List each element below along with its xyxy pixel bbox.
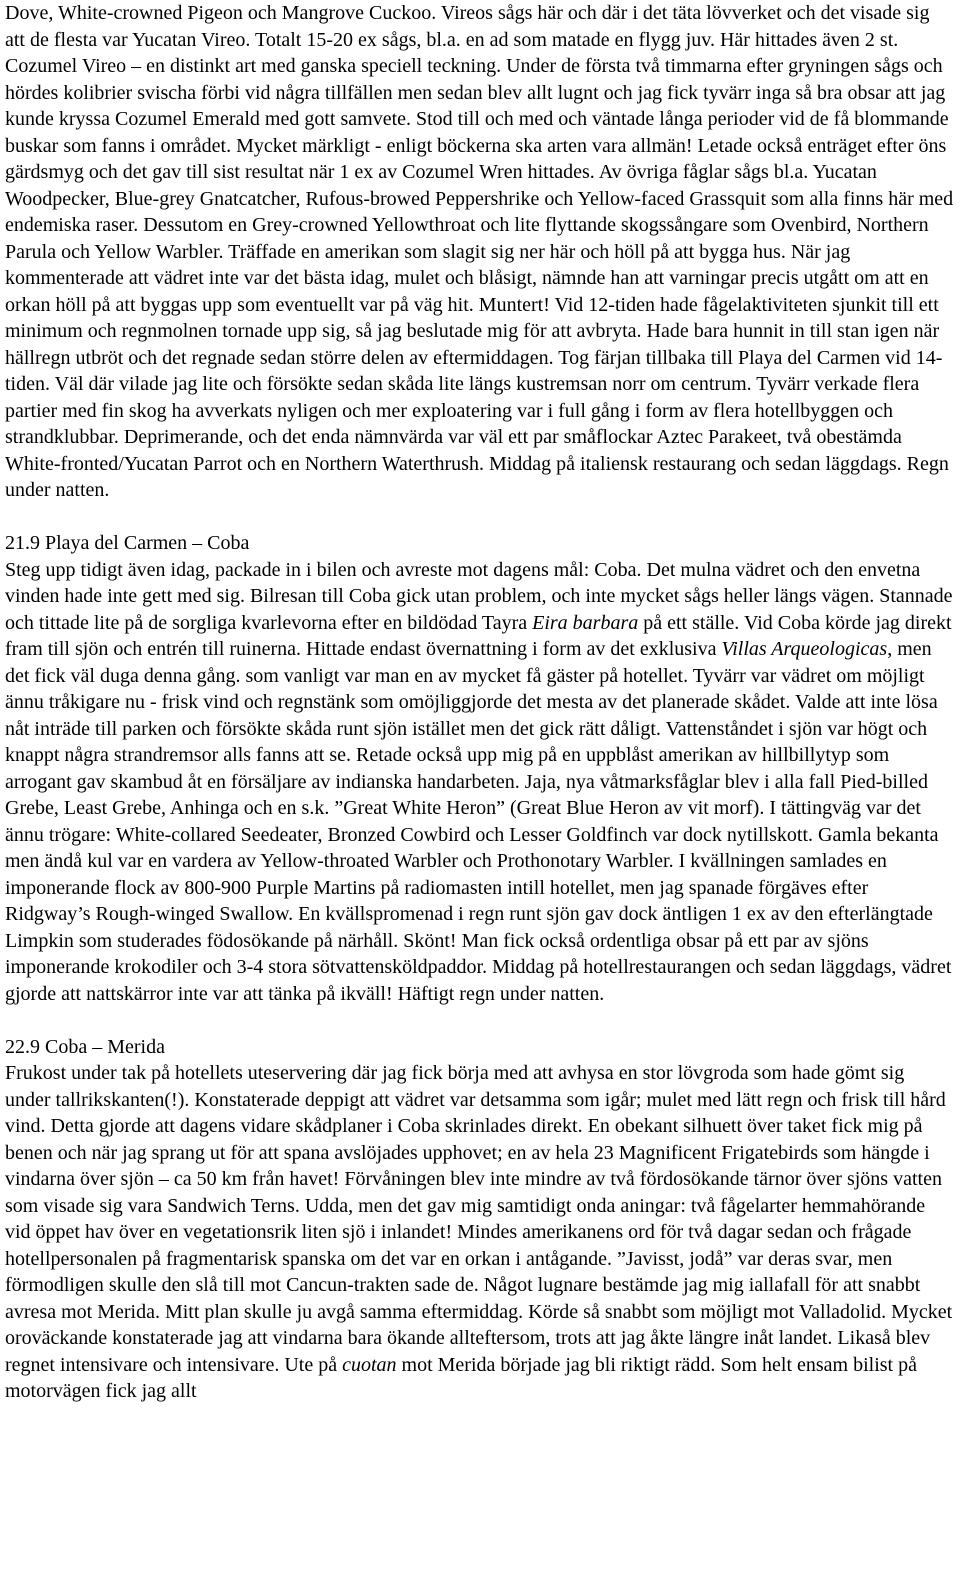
italic-text-segment: Villas Arqueologicas bbox=[721, 638, 888, 660]
text-segment: Steg upp tidigt även idag, packade in i bilen och avreste mot dagens mål: Coba. Det mulna vädret och den envetna vinden hade inte gett med sig. Bilresan till Coba gick utan problem, och inte mycket sågs heller längs vägen. Stannade och tittade lite på de sorgliga kvarlevorna efter en bildödad Tayra bbox=[5, 558, 953, 634]
text-segment: Dove, White-crowned Pigeon och Mangrove Cuckoo. Vireos sågs här och där i det täta lövverket och det visade sig att de flesta var Yucatan Vireo. Totalt 15-20 ex sågs, bl.a. en ad som matade en flygg juv. Här hittades även 2 st. Cozumel Vireo – en distinkt art med ganska speciell teckning. Under de första två timmarna efter gryningen sågs och hördes kolibrier svischa förbi vid några tillfällen men sedan blev allt lugnt och jag fick tyvärr inga så bra obsar att jag kunde kryssa Cozumel Emerald med gott samvete. Stod till och med och väntade långa perioder vid de få blommande buskar som fanns i området. Mycket märkligt - enligt böckerna ska arten vara allmän! Letade också enträget efter öns gärdsmyg och det gav till sist resultat när 1 ex av Cozumel Wren hittades. Av övriga fåglar sågs bl.a. Yucatan Woodpecker, Blue-grey Gnatcatcher, Rufous-browed Peppershrike och Yellow-faced Grassquit som alla finns här med endemiska raser. Dessutom en Grey-crowned Yellowthroat och lite flyttande skogssångare som Ovenbird, Northern Parula och Yellow Warbler. Träffade en amerikan som slagit sig ner här och höll på att bygga hus. När jag kommenterade att vädret inte var det bästa idag, mulet och blåsigt, nämnde han att varningar precis utgått om att en orkan höll på att byggas upp som eventuellt var på väg hit. Muntert! Vid 12-tiden hade fågelaktiviteten sjunkit till ett minimum och regnmolnen tornade upp sig, så jag beslutade mig för att avbryta. Hade bara hunnit in till stan igen när hällregn utbröt och det regnade sedan större delen av eftermiddagen. Tog färjan tillbaka till Playa del Carmen vid 14-tiden. Väl där vilade jag lite och försökte sedan skåda lite längs kustremsan norr om centrum. Tyvärr verkade flera partier med fin skog ha avverkats nyligen och mer exploatering var i full gång i form av flera hotellbyggen och strandklubbar. Deprimerande, och det enda nämnvärda var väl ett par småflockar Aztec Parakeet, två obestämda White-fronted/Yucatan Parrot och en Northern Waterthrush. Middag på italiensk restaurang och sedan läggdags. Regn under natten. bbox=[5, 2, 954, 501]
text-segment: , men det fick väl duga denna gång. som vanligt var man en av mycket få gäster på hotellet. Tyvärr var vädret om möjligt ännu tråkigare nu - frisk vind och regnstänk som omöjliggjorde det mesta av det planerade skådet. Valde att inte lösa nåt inträde till parken och försökte skåda runt sjön istället men det gick rätt dåligt. Vattenståndet i sjön var högt och knappt några strandremsor alls fanns att se. Retade också upp mig på en uppblåst amerikan av hillbillytyp som arrogant gav skambud åt en försäljare av indianska handarbeten. Jaja, nya våtmarksfåglar blev i alla fall Pied-billed Grebe, Least Grebe, Anhinga och en s.k. ”Great White Heron” (Great Blue Heron av vit morf). I tättingväg var det ännu trögare: White-collared Seedeater, Bronzed Cowbird och Lesser Goldfinch var dock nytillskott. Gamla bekanta men ändå kul var en vardera av Yellow-throated Warbler och Prothonotary Warbler. I kvällningen samlades en imponerande flock av 800-900 Purple Martins på radiomasten intill hotellet, men jag spanade förgäves efter Ridgway’s Rough-winged Swallow. En kvällspromenad i regn runt sjön gav dock äntligen 1 ex av den efterlängtade Limpkin som studerades födosökande på närhåll. Skönt! Man fick också ordentliga obsar på ett par av sjöns imponerande krokodiler och 3-4 stora sötvattensköldpaddor. Middag på hotellrestaurangen och sedan läggdags, vädret gjorde att nattskärror inte var att tänka på ikväll! Häftigt regn under natten. bbox=[5, 638, 952, 1005]
text-segment: mot Merida började jag bli riktigt rädd. Som helt ensam bilist på motorvägen fick jag allt bbox=[5, 1353, 917, 1402]
paragraph-gap bbox=[5, 1007, 954, 1034]
text-segment: Frukost under tak på hotellets uteservering där jag fick börja med att avhysa en stor lövgroda som hade gömt sig under tallrikskanten(!). Konstaterade deppigt att vädret var detsamma som igår; mulet med lätt regn och frisk till hård vind. Detta gjorde att dagens vidare skådplaner i Coba skrinlades direkt. En obekant silhuett över taket fick mig på benen och när jag sprang ut för att spana avslöjades upphovet; en av hela 23 Magnificent Frigatebirds som hängde i vindarna över sjön – ca 50 km från havet! Förvåningen blev inte mindre av två fördosökande tärnor över sjöns vatten som visade sig vara Sandwich Terns. Udda, men det gav mig samtidigt onda aningar: två fågelarter hemmahörande vid öppet hav över en vegetationsrik liten sjö i inlandet! Mindes amerikanens ord för två dagar sedan och frågade hotellpersonalen på fragmentarisk spanska om det var en orkan i antågande. ”Javisst, jodå” var deras svar, men förmodligen skulle den slå till mot Cancun-trakten sade de. Något lugnare bestämde jag mig iallafall för att snabbt avresa mot Merida. Mitt plan skulle ju avgå samma eftermiddag. Körde så snabbt som möjligt mot Valladolid. Mycket oroväckande konstaterade jag att vindarna bara ökande allteftersom, trots att jag åkte längre inåt landet. Likaså blev regnet intensivare och intensivare. Ute på bbox=[5, 1062, 953, 1376]
text-segment: på ett ställe. Vid Coba körde jag direkt fram till sjön och entrén till ruinerna. Hittade endast övernattning i form av det exklusiva bbox=[5, 611, 952, 660]
day-21-paragraph bbox=[5, 557, 954, 1008]
intro-paragraph bbox=[5, 0, 954, 504]
day-22-heading: 22.9 Coba – Merida bbox=[5, 1035, 165, 1058]
paragraph-gap bbox=[5, 504, 954, 531]
italic-text-segment: cuotan bbox=[342, 1353, 397, 1376]
italic-text-segment: Eira barbara bbox=[532, 611, 639, 634]
day-22-paragraph bbox=[5, 1060, 954, 1405]
day-21-heading: 21.9 Playa del Carmen – Coba bbox=[5, 532, 250, 554]
